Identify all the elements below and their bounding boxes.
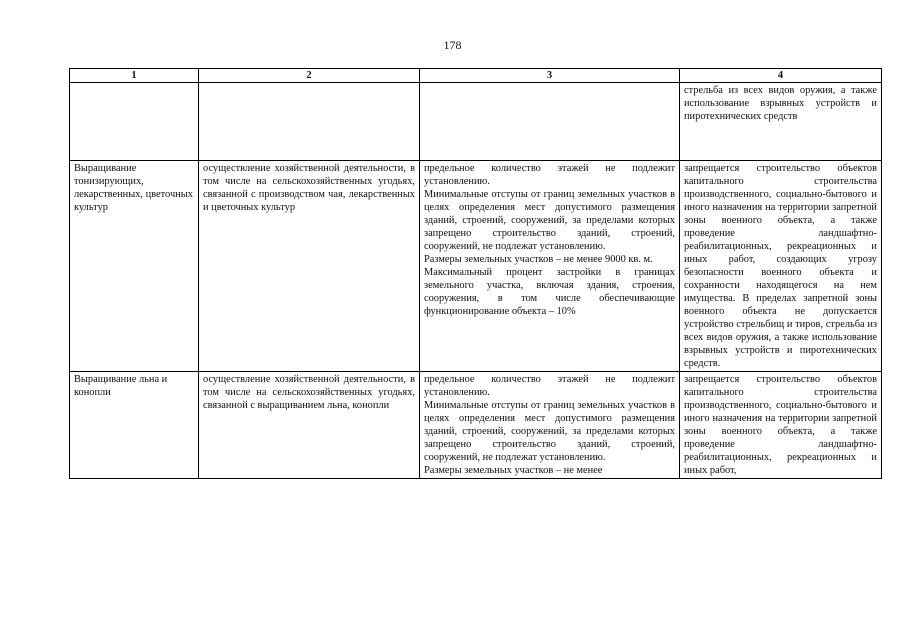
cell-restrictions: запрещается строительство объектов капитального строительства производственного, социально-бытового и иного назначения на территории запретной зоны военного объекта, а также проведение ландшафтно-реабилитационных, рекреационных и иных работ, — [680, 372, 882, 479]
cell-use-name — [70, 83, 199, 161]
table-row — [70, 161, 882, 372]
cell-activity: осуществление хозяйственной деятельности, в том числе на сельскохозяйственных угодьях, связанной с производством чая, лекарственных и цветочных культур — [199, 161, 420, 372]
parameter-coverage: Максимальный процент застройки в границах земельного участка, включая здания, строения, сооружения, в том числе обеспечивающие функционирование объекта – 10% — [424, 267, 675, 317]
cell-use-name: Выращивание льна и конопли — [70, 372, 199, 479]
land-use-table — [69, 68, 882, 479]
column-header: 3 — [420, 69, 680, 83]
table-row — [70, 83, 882, 161]
cell-use-name: Выращивание тонизирующих, лекарственных, цветочных культур — [70, 161, 199, 372]
parameter-plot-size: Размеры земельных участков – не менее 9000 кв. м. — [424, 254, 653, 265]
cell-parameters — [420, 83, 680, 161]
column-header: 4 — [680, 69, 882, 83]
cell-activity: осуществление хозяйственной деятельности, в том числе на сельскохозяйственных угодьях, связанной с выращиванием льна, конопли — [199, 372, 420, 479]
parameter-setbacks: Минимальные отступы от границ земельных участков в целях определения мест допустимого размещения зданий, строений, сооружений, за пределами которых запрещено строительство зданий, строений, сооружений, не подлежат установлению. — [424, 400, 675, 463]
parameter-plot-size: Размеры земельных участков – не менее — [424, 465, 603, 476]
column-header: 1 — [70, 69, 199, 83]
parameter-setbacks: Минимальные отступы от границ земельных участков в целях определения мест допустимого размещения зданий, строений, сооружений, за пределами которых запрещено строительство зданий, строений, сооружений, не подлежат установлению. — [424, 189, 675, 252]
page-number: 178 — [443, 38, 462, 52]
cell-restrictions: запрещается строительство объектов капитального строительства производственного, социально-бытового и иного назначения на территории запретной зоны военного объекта, а также проведение ландшафтно-реабилитационных, рекреационных и иных работ, создающих угрозу безопасности военного объекта и сохранности находящегося на нем имущества. В пределах запретной зоны военного объекта не допускается устройство стрельбищ и тиров, стрельба из всех видов оружия, а также использование взрывных устройств и пиротехнических средств. — [680, 161, 882, 372]
table-header-row — [70, 69, 882, 83]
cell-activity — [199, 83, 420, 161]
cell-restrictions: стрельба из всех видов оружия, а также использование взрывных устройств и пиротехнических средств — [680, 83, 882, 161]
column-header: 2 — [199, 69, 420, 83]
cell-parameters — [420, 161, 680, 372]
parameter-floors: предельное количество этажей не подлежит установлению. — [424, 374, 675, 398]
table-row — [70, 372, 882, 479]
cell-parameters — [420, 372, 680, 479]
parameter-floors: предельное количество этажей не подлежит установлению. — [424, 163, 675, 187]
